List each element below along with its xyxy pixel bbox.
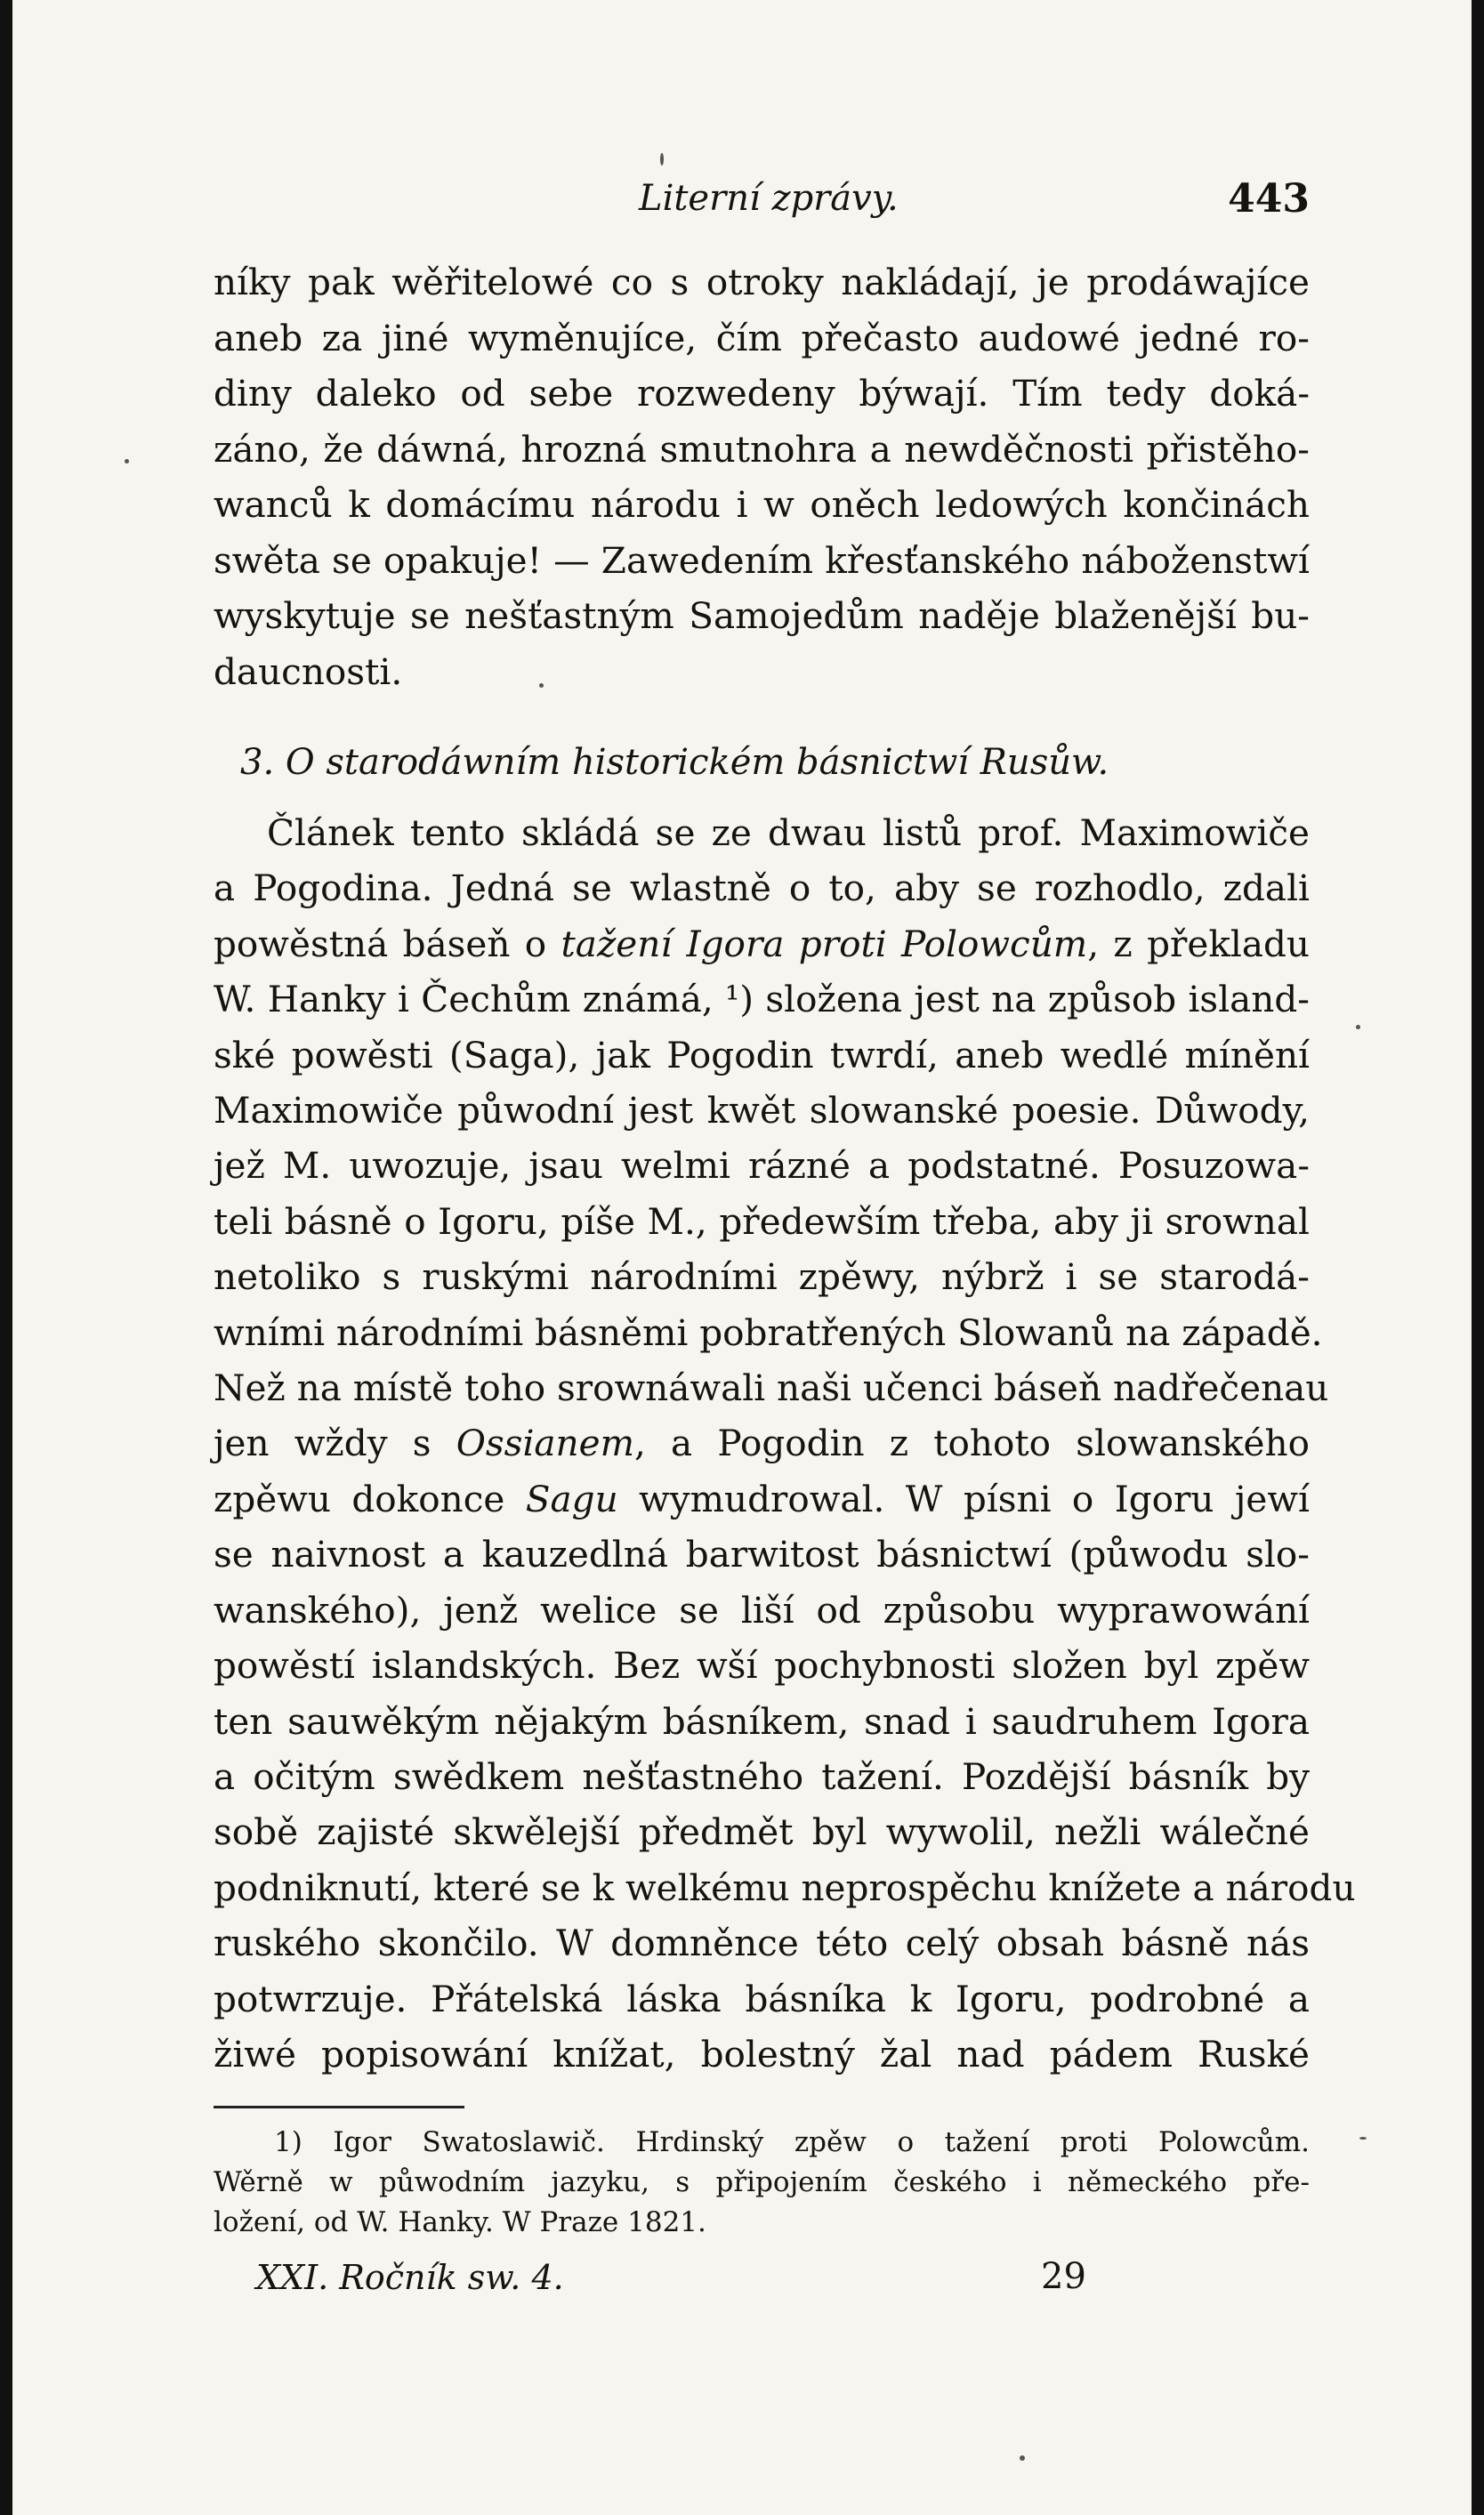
text-line: se naivnost a kauzedlná barwitost básnictwí (půwodu slo- (214, 1533, 1310, 1576)
italic-term: Sagu (525, 1477, 618, 1520)
print-speck (1020, 2455, 1025, 2461)
text-line: Než na místě toho srownáwali naši učenci báseň nadřečenau (214, 1366, 1329, 1410)
print-speck (539, 683, 544, 688)
text-fragment: , a Pogodin z tohoto slowanského (634, 1422, 1310, 1465)
text-line: podniknutí, které se k welkému neprospěchu knížete a národu (214, 1866, 1356, 1909)
text-line: a očitým swědkem nešťastného tažení. Pozdější básník by (214, 1754, 1310, 1798)
scan-right-border (1472, 0, 1484, 2515)
text-line: W. Hanky i Čechům známá, ¹) složena jest na způsob island- (214, 978, 1310, 1021)
text-line: záno, že dáwná, hrozná smutnohra a newděčnosti přistěho- (214, 427, 1310, 471)
text-line: Článek tento skládá se ze dwau listů prof. Maximowiče (267, 811, 1310, 854)
volume-signature: XXI. Ročník sw. 4. (256, 2258, 564, 2297)
text-fragment: wymudrowal. W písni o Igoru jewí (617, 1477, 1310, 1520)
italic-title: tažení Igora proti Polowcům (561, 922, 1088, 965)
text-fragment: , z překladu (1087, 922, 1310, 965)
print-speck (125, 459, 129, 464)
text-line: sobě zajisté skwělejší předmět byl wywolil, nežli wálečné (214, 1810, 1310, 1854)
text-line: wyskytuje se nešťastným Samojedům naděje blaženější bu- (214, 594, 1310, 637)
running-title: Literní zprávy. (639, 178, 899, 219)
text-line: níky pak wěřitelowé co s otroky nakládají, je prodáwajíce (214, 261, 1310, 303)
text-line: žiwé popisowání knížat, bolestný žal nad pádem Ruské (214, 2032, 1310, 2076)
section-title: O starodáwním historickém básnictwí Rusůw. (285, 742, 1109, 783)
paragraph-1 (214, 254, 1310, 699)
text-line: wními národními básněmi pobratřených Slowanů na západě. (214, 1310, 1323, 1354)
text-line (214, 1415, 1310, 1471)
footnote-line: Wěrně w půwodním jazyku, s připojením českého i německého pře- (214, 2166, 1310, 2198)
page-header (214, 174, 1310, 237)
text-fragment: zpěwu dokonce (214, 1477, 526, 1520)
text-line: powěstí islandských. Bez wší pochybnosti složen byl zpěw (214, 1644, 1310, 1688)
section-number: 3. (240, 742, 275, 783)
text-fragment: powěstná báseň o (214, 922, 561, 965)
scan-left-border (0, 0, 12, 2515)
italic-name: Ossianem (456, 1422, 635, 1465)
text-line: teli básně o Igoru, píše M., předewším třeba, aby ji srownal (214, 1199, 1310, 1243)
text-line: a Pogodina. Jedná se wlastně o to, aby se rozhodlo, zdali (214, 867, 1310, 910)
footnote-line: 1) Igor Swatoslawič. Hrdinský zpěw o tažení proti Polowcům. (274, 2126, 1310, 2158)
text-line: daucnosti. (214, 649, 403, 693)
text-line: ské powěsti (Saga), jak Pogodin twrdí, aneb wedlé mínění (214, 1033, 1310, 1076)
text-line: wanců k domácímu národu i w oněch ledowých končinách (214, 483, 1310, 526)
text-line: jež M. uwozuje, jsau welmi rázné a podstatné. Posuzowa- (214, 1144, 1310, 1188)
text-line: aneb za jiné wyměnujíce, čím přečasto audowé jedné ro- (214, 316, 1310, 359)
text-line: Maximowiče půwodní jest kwět slowanské poesie. Důwody, (214, 1089, 1310, 1133)
text-line: swěta se opakuje! — Zawedením křesťanského náboženstwí (214, 538, 1310, 582)
text-fragment: jen wždy s (214, 1422, 456, 1465)
print-speck (660, 153, 664, 165)
text-line (214, 916, 1310, 971)
sheet-number: 29 (1041, 2256, 1086, 2297)
text-line: ten sauwěkým nějakým básníkem, snad i saudruhem Igora (214, 1699, 1310, 1743)
text-line: ruského skončilo. W domněnce této celý obsah básně nás (214, 1922, 1310, 1965)
text-line: diny daleko od sebe rozwedeny býwají. Tím tedy doká- (214, 372, 1310, 415)
section-heading (240, 742, 1109, 783)
footnote-divider (214, 2106, 464, 2108)
footnote (214, 2123, 1310, 2243)
text-line: wanského), jenž welice se liší od způsobu wyprawowání (214, 1588, 1310, 1632)
print-speck (1356, 1025, 1360, 1029)
text-line: potwrzuje. Přátelská láska básníka k Igoru, podrobné a (214, 1977, 1310, 2020)
print-speck (1359, 2137, 1367, 2140)
text-line: netoliko s ruskými národními zpěwy, nýbrž i se starodá- (214, 1255, 1310, 1299)
footnote-line: ložení, od W. Hanky. W Praze 1821. (214, 2206, 706, 2238)
paragraph-2 (214, 805, 1356, 2082)
text-line (214, 1471, 1310, 1527)
page-number: 443 (1228, 176, 1310, 222)
